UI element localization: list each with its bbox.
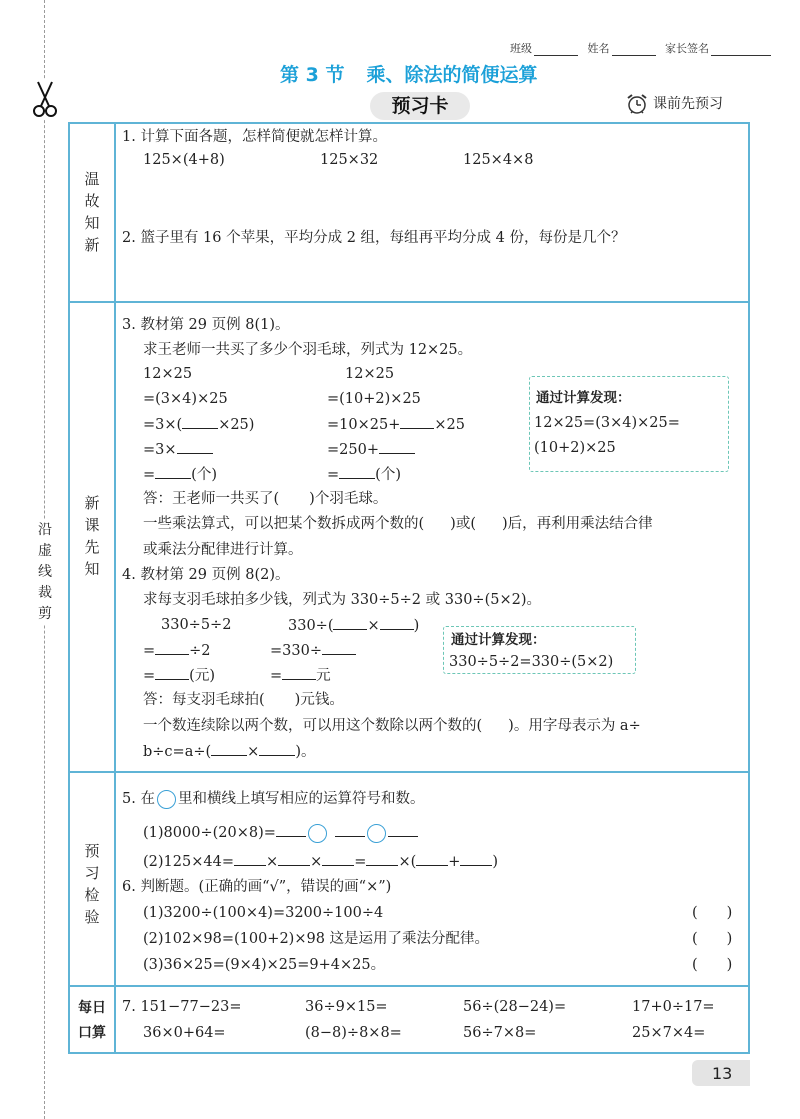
q1-item: 125×32 (320, 152, 379, 168)
q7-item: 7. 151−77−23= (122, 999, 242, 1015)
alarm-clock-icon (625, 93, 649, 115)
q7-item: 56÷(28−24)= (463, 999, 567, 1015)
row-divider (68, 771, 750, 773)
preview-label: 课前先预习 (625, 93, 723, 115)
note-title: 通过计算发现： (536, 390, 631, 406)
answer-blank[interactable] (380, 615, 414, 630)
q6-item: (2)102×98=(100+2)×98 这是运用了乘法分配律。 (143, 931, 490, 947)
answer-blank[interactable] (400, 414, 434, 429)
q6-item: (3)36×25=(9×4)×25=9+4×25。 (143, 957, 386, 973)
q3-right-line: =(10+2)×25 (327, 391, 421, 407)
answer-blank[interactable] (259, 741, 295, 756)
q1-item: 125×4×8 (463, 152, 534, 168)
q3-left-line: =3×( ×25) (143, 414, 254, 435)
cut-instruction: 沿 虚 线 裁 剪 (36, 520, 54, 625)
answer-blank[interactable] (182, 414, 218, 429)
class-label: 班级 (510, 42, 532, 55)
q3-right-line: 12×25 (345, 366, 395, 382)
answer-blank[interactable] (276, 822, 306, 837)
q7-item: 25×7×4= (632, 1025, 706, 1041)
q4-right-line: 330÷( × ) (288, 615, 419, 636)
judgement-box[interactable]: ( ) (692, 905, 733, 921)
name-label: 姓名 (587, 42, 610, 55)
section-label-new: 新 课 先 知 (84, 494, 100, 578)
note-line: 12×25=(3×4)×25= (534, 415, 680, 431)
q4-rule: 一个数连续除以两个数，可以用这个数除以两个数的( )。用字母表示为 a÷ (143, 718, 641, 734)
student-info-fields (510, 40, 777, 56)
q7-item: 17+0÷17= (632, 999, 715, 1015)
answer-blank[interactable] (282, 665, 316, 680)
note-line: (10+2)×25 (534, 440, 616, 456)
answer-blank[interactable] (388, 822, 418, 837)
judgement-box[interactable]: ( ) (692, 957, 733, 973)
q7-item: 36÷9×15= (305, 999, 388, 1015)
note-title: 通过计算发现： (451, 632, 546, 648)
row-divider (68, 301, 750, 303)
answer-blank[interactable] (177, 439, 213, 454)
q3-left-line: =3× (143, 439, 213, 460)
answer-blank[interactable] (278, 851, 310, 866)
section-title: 第 3 节 乘、除法的简便运算 (280, 64, 538, 86)
q3-answer: 答：王老师一共买了( )个羽毛球。 (143, 491, 388, 507)
answer-blank[interactable] (379, 439, 415, 454)
page-number: 13 (712, 1064, 733, 1083)
name-field[interactable] (612, 45, 656, 56)
operator-circle[interactable] (308, 824, 327, 843)
q3-rule: 一些乘法算式，可以把某个数拆成两个数的( )或( )后，再利用乘法结合律 (143, 516, 653, 532)
answer-blank[interactable] (155, 665, 189, 680)
q4-left-line: = (元) (143, 665, 215, 686)
q5-line: (2)125×44= × × = ×( + ) (143, 851, 498, 872)
q3-problem: 求王老师一共买了多少个羽毛球，列式为 12×25。 (143, 342, 473, 358)
judgement-box[interactable]: ( ) (692, 931, 733, 947)
q4-left-line: = ÷2 (143, 640, 211, 661)
section-label-daily: 每日 口算 (78, 1000, 106, 1041)
card-title: 预习卡 (370, 92, 470, 120)
q3-left-line: = (个) (143, 464, 217, 485)
q4-rule: b÷c=a÷( × )。 (143, 741, 315, 762)
answer-blank[interactable] (366, 851, 398, 866)
q7-item: 56÷7×8= (463, 1025, 537, 1041)
q6-title: 6. 判断题。(正确的画“√”，错误的画“×”) (122, 879, 392, 895)
circle-icon (157, 790, 176, 809)
section-label-check: 预 习 检 验 (84, 842, 100, 926)
operator-circle[interactable] (367, 824, 386, 843)
q1-item: 125×(4+8) (143, 152, 225, 168)
q5-title: 5. 在 里和横线上填写相应的运算符号和数。 (122, 791, 425, 807)
q1-title: 1. 计算下面各题，怎样简便就怎样计算。 (122, 129, 387, 145)
answer-blank[interactable] (234, 851, 266, 866)
q3-right-line: = (个) (327, 464, 401, 485)
q4-right-line: = 元 (270, 665, 331, 686)
section-label-review: 温 故 知 新 (84, 170, 100, 254)
parent-signature-label: 家长签名 (665, 42, 709, 55)
answer-blank[interactable] (339, 464, 375, 479)
answer-blank[interactable] (211, 741, 247, 756)
q2-title: 2. 篮子里有 16 个苹果，平均分成 2 组，每组再平均分成 4 份，每份是几个？ (122, 230, 626, 246)
scissors-icon (30, 80, 60, 120)
class-field[interactable] (534, 45, 578, 56)
q6-item: (1)3200÷(100×4)=3200÷100÷4 (143, 905, 384, 921)
answer-blank[interactable] (155, 464, 191, 479)
note-line: 330÷5÷2=330÷(5×2) (449, 654, 614, 670)
answer-blank[interactable] (460, 851, 492, 866)
answer-blank[interactable] (322, 640, 356, 655)
q7-item: (8−8)÷8×8= (305, 1025, 402, 1041)
q3-title: 3. 教材第 29 页例 8(1)。 (122, 317, 290, 333)
answer-blank[interactable] (322, 851, 354, 866)
column-divider (114, 122, 116, 1054)
answer-blank[interactable] (416, 851, 448, 866)
parent-signature-field[interactable] (711, 45, 771, 56)
q3-right-line: =10×25+ ×25 (327, 414, 465, 435)
q4-left-line: 330÷5÷2 (161, 617, 232, 633)
q3-rule: 或乘法分配律进行计算。 (143, 542, 303, 558)
q4-problem: 求每支羽毛球拍多少钱，列式为 330÷5÷2 或 330÷(5×2)。 (143, 592, 541, 608)
q4-right-line: =330÷ (270, 640, 356, 661)
answer-blank[interactable] (335, 822, 365, 837)
q3-left-line: 12×25 (143, 366, 193, 382)
q7-item: 36×0+64= (143, 1025, 226, 1041)
q4-title: 4. 教材第 29 页例 8(2)。 (122, 567, 290, 583)
answer-blank[interactable] (155, 640, 189, 655)
row-divider (68, 985, 750, 987)
q5-line: (1)8000÷(20×8)= (143, 822, 418, 843)
q3-left-line: =(3×4)×25 (143, 391, 228, 407)
q3-right-line: =250+ (327, 439, 415, 460)
answer-blank[interactable] (333, 615, 367, 630)
q4-answer: 答：每支羽毛球拍( )元钱。 (143, 692, 344, 708)
